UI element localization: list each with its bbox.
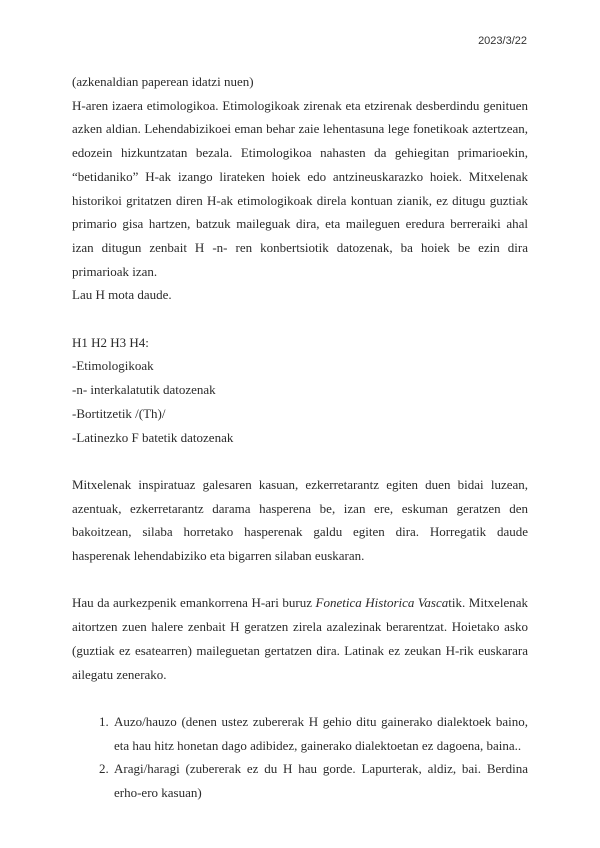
document-body — [72, 70, 528, 805]
type-item: -n- interkalatutik datozenak — [72, 382, 216, 398]
type-item: -Latinezko F batetik datozenak — [72, 429, 234, 445]
numbered-list — [72, 710, 528, 805]
numbered-list-item: 2. Aragi/haragi (zubererak ez du H hau gorde. Lapurterak, aldiz, bai. Berdina erho-ero kasuan) — [112, 757, 528, 804]
intro-note: (azkenaldian paperean idatzi nuen) — [72, 74, 254, 89]
spacer — [72, 307, 528, 331]
spacer — [72, 568, 528, 592]
spacer — [72, 449, 528, 473]
paragraph-welsh-accent: Mitxelenak inspiratuaz galesaren kasuan, ezkerretarantz egiten duen bidai luzean, azentuak, ezkerretarantz darama hasperena be, izan ere, eskuman geratzen den bakoitzean, silaba horretako hasperenak galdu egiten dira. Horregatik daude hasperenak lehendabiziko eta bigarren silaban euskaran. — [72, 476, 528, 564]
type-item: -Etimologikoak — [72, 358, 154, 374]
types-list-header: H1 H2 H3 H4: — [72, 334, 149, 350]
paragraph-fonetica — [72, 591, 528, 686]
spacer — [72, 686, 528, 710]
type-item: -Bortitzetik /(Th)/ — [72, 405, 166, 421]
numbered-list-item: 1. Auzo/hauzo (denen ustez zubererak H gehio ditu gainerako dialektoek baino, eta hau hitz honetan dago adibidez, gainerako dialektoetan ez dagoena, baina.. — [112, 710, 528, 757]
paragraph-fonetica-rest: tik. Mitxelenak aitortzen zuen halere zenbait H geratzen zirela azalezinak berarentzat. Hoietako asko (guztiak ez esatearren) maileguetan gertatzen dira. Latinak ez zeukan H-rik euskarara ailegatu zenerako. — [72, 595, 528, 682]
book-title: Fonetica Historica Vasca — [315, 595, 449, 611]
paragraph-fonetica-lead: Hau da aurkezpenik emankorrena H-ari buruz — [72, 595, 316, 611]
date-header: 2023/3/22 — [478, 35, 527, 47]
paragraph-etymology: H-aren izaera etimologikoa. Etimologikoak zirenak eta etzirenak desberdindu genituen azken aldian. Lehendabizikoei eman behar zaie lehentasuna lege fonetikoak aztertzean, edozein hizkuntzatan bezala. Etimologikoa nahasten da gehiegitan primarioekin, “betidaniko” H-ak izango lirateken hoiek edo antzineuskarazko hoiek. Mitxelenak historikoi gritatzen diren H-ak etimologikoak direla kontuan zianik, ez ditugu guztiak primario gisa hartzen, batzuk maileguak dira, eta maileguen eredura berreraiki ahal izan ditugun zenbait H -n- ren konbertsiotik datozenak, ba hoiek be ezin dira primarioak izan. — [72, 97, 528, 279]
types-intro: Lau H mota daude. — [72, 287, 172, 303]
